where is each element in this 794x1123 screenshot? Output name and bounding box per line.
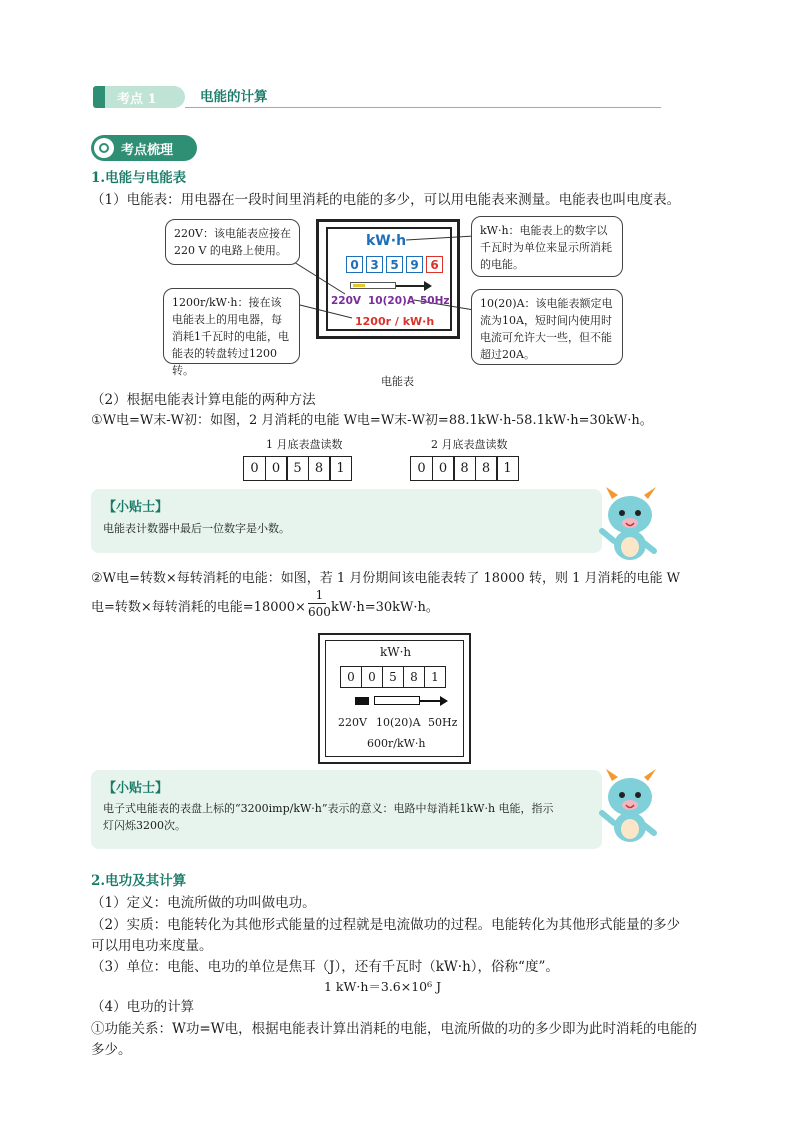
callout-connectors [0,0,794,400]
meter-digit-decimal: 6 [426,256,443,273]
jan-digits [243,456,351,481]
meter-unit: kW·h [366,233,407,249]
meter-dial-bar [350,282,396,289]
tip-text-1: 电能表计数器中最后一位数字是小数。 [103,522,290,535]
digit-box: 1 [496,456,519,481]
digit-box: 1 [424,666,446,688]
tip-text-2b: 灯闪烁3200次。 [103,819,186,832]
meter2-arrow-icon [420,700,442,702]
dragon-mascot-icon [598,485,664,565]
paragraph-relation-1: ①功能关系：W功=W电，根据电能表计算出消耗的电能，电流所做的功的多少即为此时消耗的电能的 [91,1021,698,1037]
heading-1: 1.电能与电能表 [91,170,187,186]
meter-arrow-icon [396,285,430,287]
digit-box: 8 [403,666,425,688]
dragon-mascot-icon [598,767,664,847]
callout-voltage: 220V：该电能表应接在220 V 的电路上使用。 [165,219,300,265]
meter2-dial-mark [355,697,369,705]
heading-2: 2.电功及其计算 [91,873,187,889]
meter-frequency: 50Hz [420,295,450,307]
figure-caption: 电能表 [381,375,414,388]
fraction-denominator: 600 [308,605,331,619]
callout-kwh: kW·h：电能表上的数字以千瓦时为单位来显示所消耗的电能。 [471,216,623,277]
digit-box: 0 [340,666,362,688]
jan-reading-label: 1 月底表盘读数 [266,438,343,451]
paragraph-relation-2: 多少。 [91,1042,132,1058]
meter2-voltage: 220V [338,716,367,729]
meter2-unit: kW·h [380,645,412,659]
digit-box: 0 [432,456,455,481]
method-1-formula: ①W电=W末-W初：如图，2 月消耗的电能 W电=W末-W初=88.1kW·h-58.1kW·h=30kW·h。 [91,413,653,428]
section-title: 电能的计算 [200,89,268,105]
digit-box: 0 [410,456,433,481]
method-2-line-2b: kW·h=30kW·h。 [331,600,439,615]
digit-box: 8 [475,456,498,481]
callout-current: 10(20)A：该电能表额定电流为10A，短时间内使用时电流可允许大一些，但不能超过20A。 [471,289,623,365]
meter-digit: 3 [366,256,383,273]
method-2-line-1: ②W电=转数×每转消耗的电能：如图，若 1 月份期间该电能表转了 18000 转，则 1 月消耗的电能 W [91,571,680,586]
meter-digit: 5 [386,256,403,273]
fraction-numerator: 1 [315,588,324,602]
meter-digit: 9 [406,256,423,273]
digit-box: 1 [329,456,352,481]
digit-box: 5 [286,456,309,481]
meter2-counter [340,666,445,688]
meter2-dial-bar [374,696,420,705]
meter2-frequency: 50Hz [428,716,458,729]
method-2-line-2a: 电=转数×每转消耗的电能=18000× [91,600,306,615]
feb-reading-label: 2 月底表盘读数 [431,438,508,451]
topic-pill-label: 考点梳理 [121,143,174,158]
digit-box: 0 [361,666,383,688]
meter2-arrowhead [440,696,448,706]
digit-box: 0 [243,456,266,481]
section-tab-label: 考点 1 [117,92,157,107]
digit-box: 8 [308,456,331,481]
conversion-equation: 1 kW·h＝3.6×10⁶ J [324,979,442,994]
meter-rate: 1200r / kW·h [355,315,435,328]
digit-box: 5 [382,666,404,688]
digit-box: 0 [265,456,288,481]
meter2-rate: 600r/kW·h [367,737,426,750]
meter-current: 10(20)A [368,295,415,307]
tip-title-1: 【小贴士】 [103,500,169,515]
paragraph-essence-1: （2）实质：电能转化为其他形式能量的过程就是电流做功的过程。电能转化为其他形式能量的多少 [91,917,681,933]
paragraph-definition: （1）定义：电流所做的功叫做电功。 [91,895,316,911]
callout-rate: 1200r/kW·h：接在该电能表上的用电器，每消耗1千瓦时的电能，电能表的转盘转过1200转。 [163,288,300,364]
paragraph-essence-2: 可以用电功来度量。 [91,938,213,954]
meter-digit: 0 [346,256,363,273]
paragraph-calc: （4）电功的计算 [91,999,195,1015]
paragraph-units: （3）单位：电能、电功的单位是焦耳（J），还有千瓦时（kW·h），俗称“度”。 [91,959,559,975]
fraction [308,588,331,619]
tip-title-2: 【小贴士】 [103,781,169,796]
digit-box: 8 [453,456,476,481]
feb-digits [410,456,518,481]
meter2-current: 10(20)A [376,716,421,729]
paragraph-methods: （2）根据电能表计算电能的两种方法 [91,392,316,408]
meter-voltage: 220V [331,295,362,307]
paragraph-meter-def: （1）电能表：用电器在一段时间里消耗的电能的多少，可以用电能表来测量。电能表也叫电度表。 [91,192,681,208]
tip-text-2a: 电子式电能表的表盘上标的“3200imp/kW·h”表示的意义：电路中每消耗1kW·h 电能，指示 [103,802,554,815]
meter-counter [346,256,446,273]
